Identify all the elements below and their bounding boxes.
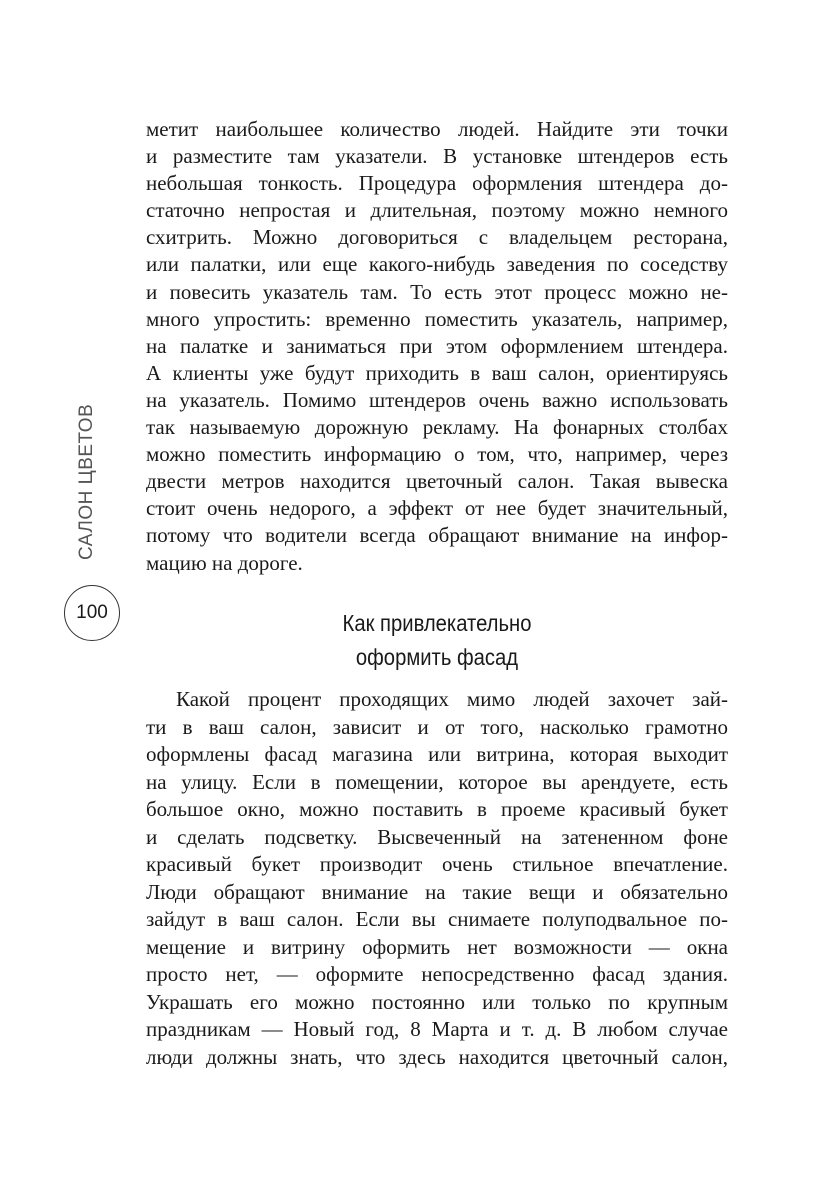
text-line: ти в ваш салон, зависит и от того, насколько грамотно	[146, 714, 728, 739]
text-line: оформлены фасад магазина или витрина, которая выходит	[146, 742, 728, 766]
text-line: схитрить. Можно договориться с владельцем ресторана,	[146, 225, 728, 250]
text-line: статочно непростая и длительная, поэтому можно немного	[146, 198, 728, 223]
text-line: метит наибольшее количество людей. Найдите эти точки	[146, 117, 728, 141]
text-line: стоит очень недорого, а эффект от нее будет значительный,	[146, 496, 728, 521]
text-line: красивый букет производит очень стильное впечатление.	[146, 852, 728, 876]
text-line: и сделать подсветку. Высвеченный на затененном фоне	[146, 824, 728, 849]
text-line: зайдут в ваш салон. Если вы снимаете полуподвальное по-	[146, 907, 728, 931]
text-line: Какой процент проходящих мимо людей захочет зай-	[176, 687, 728, 711]
text-line: много упростить: временно поместить указатель, например,	[146, 306, 728, 331]
section-heading	[181, 606, 693, 674]
text-line: праздникам — Новый год, 8 Марта и т. д. В любом случае	[146, 1017, 728, 1041]
text-line: или палатки, или еще какого-нибудь заведения по соседству	[146, 252, 728, 277]
running-head: САЛОН ЦВЕТОВ	[76, 403, 97, 560]
text-line: мацию на дороге.	[146, 550, 303, 575]
text-line: потому что водители всегда обращают внимание на инфор-	[146, 523, 728, 548]
text-line: небольшая тонкость. Процедура оформления штендера до-	[146, 171, 728, 196]
text-line: люди должны знать, что здесь находится цветочный салон,	[146, 1044, 728, 1069]
text-line: на указатель. Помимо штендеров очень важно использовать	[146, 387, 728, 412]
text-line: большое окно, можно поставить в проеме красивый букет	[146, 797, 728, 821]
text-line: Украшать его можно постоянно или только по крупным	[146, 989, 728, 1014]
text-line: и разместите там указатели. В установке штендеров есть	[146, 144, 728, 169]
text-line: А клиенты уже будут приходить в ваш салон, ориентируясь	[146, 360, 728, 385]
text-line: Люди обращают внимание на такие вещи и обязательно	[146, 879, 728, 904]
page-number: 100	[64, 585, 120, 641]
text-line: и повесить указатель там. То есть этот процесс можно не-	[146, 279, 728, 304]
text-line: можно поместить информацию о том, что, например, через	[146, 442, 728, 467]
text-line: на улицу. Если в помещении, которое вы арендуете, есть	[146, 769, 728, 794]
paragraph-1	[146, 116, 728, 577]
heading-line: оформить фасад	[355, 644, 519, 670]
text-line: так называемую дорожную рекламу. На фонарных столбах	[146, 415, 728, 440]
text-line: просто нет, — оформите непосредственно фасад здания.	[146, 962, 728, 986]
text-line: на палатке и заниматься при этом оформлением штендера.	[146, 333, 728, 358]
heading-line: Как привлекательно	[342, 610, 532, 636]
text-line: мещение и витрину оформить нет возможности — окна	[146, 934, 728, 959]
paragraph-2	[146, 686, 728, 1071]
text-line: двести метров находится цветочный салон. Такая вывеска	[146, 469, 728, 494]
